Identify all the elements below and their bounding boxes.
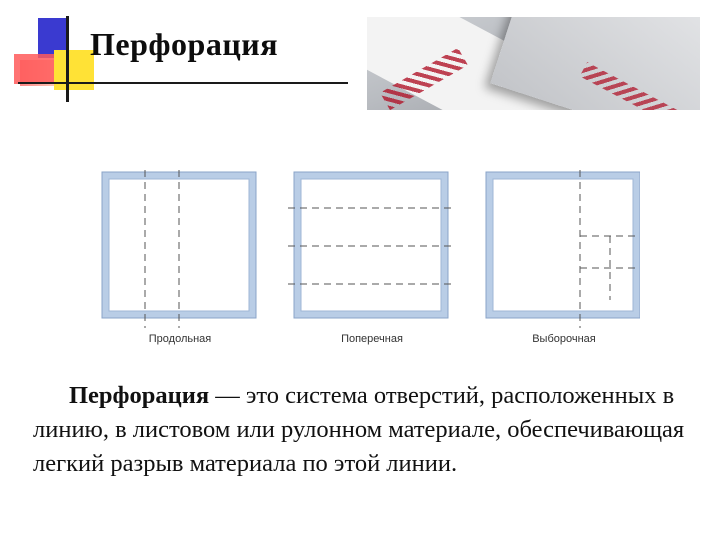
definition-paragraph xyxy=(33,379,693,481)
diagram-longitudinal xyxy=(102,170,256,328)
diagram-transverse xyxy=(288,172,454,318)
diagram-sheet xyxy=(493,179,633,311)
perforation-diagrams-svg xyxy=(100,170,640,330)
diagram-selective xyxy=(486,170,640,328)
diagram-label-longitudinal: Продольная xyxy=(148,333,212,345)
decor-yellow-square xyxy=(54,50,94,90)
decor-vertical-line xyxy=(66,16,69,102)
decor-red-square xyxy=(14,54,54,84)
definition-text: — это система отверстий, расположенных в линию, в листовом или рулонном материале, обеспечивающая легкий разрыв материала по этой линии. xyxy=(33,382,685,477)
definition-term: Перфорация xyxy=(69,382,210,409)
perforated-paper-photo xyxy=(367,17,700,110)
diagram-sheet xyxy=(301,179,441,311)
diagram-label-transverse: Поперечная xyxy=(341,333,403,345)
perforation-diagrams xyxy=(100,170,640,350)
decor-horizontal-line xyxy=(18,82,348,84)
diagram-label-selective: Выборочная xyxy=(532,333,596,345)
slide-title: Перфорация xyxy=(90,26,279,62)
